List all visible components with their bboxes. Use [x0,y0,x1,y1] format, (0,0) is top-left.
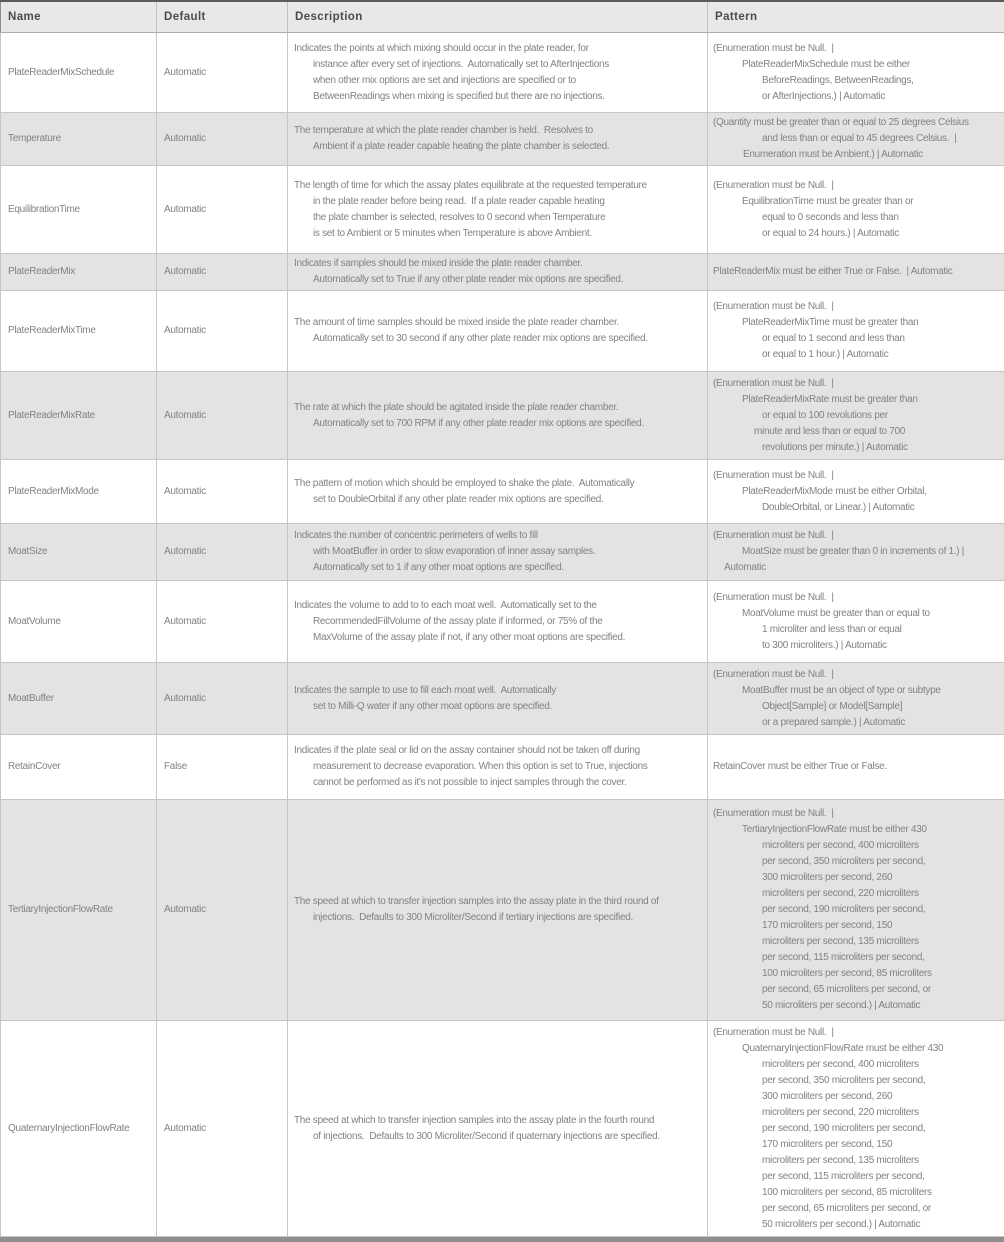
option-description-cell [288,735,708,800]
column-header-pattern: Pattern [708,1,1004,33]
pattern-line: 300 microliters per second, 260 [713,870,1001,886]
pattern-line: and less than or equal to 45 degrees Celsius. | [713,131,1001,147]
table-row [1,460,1004,524]
table-row [1,372,1004,460]
option-name-cell: PlateReaderMixSchedule [1,33,157,113]
pattern-line: per second, 65 microliters per second, or [713,982,1001,998]
pattern-line: microliters per second, 135 microliters [713,934,1001,950]
description-line: cannot be performed as it's not possible to inject samples through the cover. [294,775,704,791]
option-description-cell [288,581,708,663]
option-description-cell [288,254,708,291]
description-line: Automatically set to True if any other plate reader mix options are specified. [294,272,704,288]
description-line: The speed at which to transfer injection samples into the assay plate in the fourth round [294,1113,704,1129]
pattern-line: BeforeReadings, BetweenReadings, [713,73,1001,89]
pattern-line: 1 microliter and less than or equal [713,622,1001,638]
description-line: Ambient if a plate reader capable heating the plate chamber is selected. [294,139,704,155]
description-line: Indicates the points at which mixing should occur in the plate reader, for [294,41,704,57]
pattern-line: revolutions per minute.) | Automatic [713,440,1001,456]
description-line: Automatically set to 1 if any other moat options are specified. [294,560,704,576]
pattern-line: microliters per second, 220 microliters [713,1105,1001,1121]
description-line: of injections. Defaults to 300 Microliter/Second if quaternary injections are specified. [294,1129,704,1145]
option-description-cell [288,372,708,460]
pattern-line: per second, 350 microliters per second, [713,854,1001,870]
pattern-line: or equal to 24 hours.) | Automatic [713,226,1001,242]
option-pattern-cell [708,1021,1004,1237]
option-name-cell: QuaternaryInjectionFlowRate [1,1021,157,1237]
option-default-cell: Automatic [157,291,288,372]
option-default-cell: False [157,735,288,800]
pattern-line: 50 microliters per second.) | Automatic [713,1217,1001,1233]
pattern-line: (Enumeration must be Null. | [713,667,1001,683]
pattern-line: PlateReaderMixTime must be greater than [713,315,1001,331]
option-name-cell: PlateReaderMixMode [1,460,157,524]
description-line: The length of time for which the assay plates equilibrate at the requested temperature [294,178,704,194]
option-description-cell [288,33,708,113]
option-description-cell [288,291,708,372]
option-description-cell [288,166,708,254]
column-header-name: Name [1,1,157,33]
description-line: instance after every set of injections. Automatically set to AfterInjections [294,57,704,73]
description-line: RecommendedFillVolume of the assay plate if informed, or 75% of the [294,614,704,630]
description-line: is set to Ambient or 5 minutes when Temperature is above Ambient. [294,226,704,242]
description-line: The pattern of motion which should be employed to shake the plate. Automatically [294,476,704,492]
pattern-line: or equal to 1 hour.) | Automatic [713,347,1001,363]
description-line: Automatically set to 700 RPM if any other plate reader mix options are specified. [294,416,704,432]
pattern-line: 100 microliters per second, 85 microliters [713,1185,1001,1201]
pattern-line: or equal to 100 revolutions per [713,408,1001,424]
description-line: BetweenReadings when mixing is specified but there are no injections. [294,89,704,105]
pattern-line: per second, 350 microliters per second, [713,1073,1001,1089]
option-name-cell: Temperature [1,113,157,166]
pattern-line: Object[Sample] or Model[Sample] [713,699,1001,715]
table-row [1,166,1004,254]
pattern-line: 170 microliters per second, 150 [713,918,1001,934]
pattern-line: equal to 0 seconds and less than [713,210,1001,226]
option-description-cell [288,663,708,735]
option-pattern-cell [708,800,1004,1021]
pattern-line: EquilibrationTime must be greater than or [713,194,1001,210]
description-line: The amount of time samples should be mixed inside the plate reader chamber. [294,315,704,331]
option-name-cell: PlateReaderMix [1,254,157,291]
option-pattern-cell [708,291,1004,372]
pattern-line: (Quantity must be greater than or equal to 25 degrees Celsius [713,115,1001,131]
option-default-cell: Automatic [157,372,288,460]
option-default-cell: Automatic [157,113,288,166]
option-pattern-cell [708,735,1004,800]
option-name-cell: MoatSize [1,524,157,581]
description-line: Indicates the volume to add to to each moat well. Automatically set to the [294,598,704,614]
pattern-line: or a prepared sample.) | Automatic [713,715,1001,731]
pattern-line: MoatSize must be greater than 0 in increments of 1.) | [713,544,1001,560]
pattern-line: per second, 115 microliters per second, [713,1169,1001,1185]
description-line: The speed at which to transfer injection samples into the assay plate in the third round of [294,894,704,910]
pattern-line: 100 microliters per second, 85 microliters [713,966,1001,982]
pattern-line: (Enumeration must be Null. | [713,41,1001,57]
option-default-cell: Automatic [157,33,288,113]
pattern-line: (Enumeration must be Null. | [713,590,1001,606]
description-line: The temperature at which the plate reader chamber is held. Resolves to [294,123,704,139]
pattern-line: microliters per second, 400 microliters [713,1057,1001,1073]
pattern-line: 170 microliters per second, 150 [713,1137,1001,1153]
column-header-description: Description [288,1,708,33]
pattern-line: MoatVolume must be greater than or equal to [713,606,1001,622]
pattern-line: (Enumeration must be Null. | [713,178,1001,194]
table-row [1,113,1004,166]
option-description-cell [288,1021,708,1237]
description-line: the plate chamber is selected, resolves to 0 second when Temperature [294,210,704,226]
option-default-cell: Automatic [157,663,288,735]
option-pattern-cell [708,113,1004,166]
option-name-cell: PlateReaderMixTime [1,291,157,372]
option-pattern-cell [708,33,1004,113]
table-row [1,254,1004,291]
table-row [1,33,1004,113]
description-line: when other mix options are set and injections are specified or to [294,73,704,89]
header-row [1,1,1004,33]
option-name-cell: RetainCover [1,735,157,800]
option-name-cell: PlateReaderMixRate [1,372,157,460]
option-pattern-cell [708,460,1004,524]
option-default-cell: Automatic [157,166,288,254]
option-default-cell: Automatic [157,581,288,663]
pattern-line: microliters per second, 220 microliters [713,886,1001,902]
pattern-line: minute and less than or equal to 700 [713,424,1001,440]
option-default-cell: Automatic [157,254,288,291]
table-row [1,581,1004,663]
pattern-line: (Enumeration must be Null. | [713,806,1001,822]
pattern-line: Automatic [713,560,1001,576]
pattern-line: Enumeration must be Ambient.) | Automatic [713,147,1001,163]
pattern-line: RetainCover must be either True or False. [713,759,1001,775]
pattern-line: microliters per second, 400 microliters [713,838,1001,854]
table-header [1,1,1004,33]
description-line: set to Milli-Q water if any other moat options are specified. [294,699,704,715]
pattern-line: 300 microliters per second, 260 [713,1089,1001,1105]
option-pattern-cell [708,166,1004,254]
option-pattern-cell [708,254,1004,291]
pattern-line: (Enumeration must be Null. | [713,468,1001,484]
column-header-default: Default [157,1,288,33]
pattern-line: MoatBuffer must be an object of type or subtype [713,683,1001,699]
pattern-line: PlateReaderMixMode must be either Orbital, [713,484,1001,500]
description-line: Indicates the sample to use to fill each moat well. Automatically [294,683,704,699]
table-body [1,33,1004,1237]
option-default-cell: Automatic [157,460,288,524]
description-line: The rate at which the plate should be agitated inside the plate reader chamber. [294,400,704,416]
pattern-line: or equal to 1 second and less than [713,331,1001,347]
pattern-line: DoubleOrbital, or Linear.) | Automatic [713,500,1001,516]
pattern-line: QuaternaryInjectionFlowRate must be either 430 [713,1041,1001,1057]
description-line: Automatically set to 30 second if any other plate reader mix options are specified. [294,331,704,347]
pattern-line: (Enumeration must be Null. | [713,376,1001,392]
table-row [1,735,1004,800]
table-row [1,800,1004,1021]
pattern-line: per second, 115 microliters per second, [713,950,1001,966]
description-line: Indicates if the plate seal or lid on the assay container should not be taken off during [294,743,704,759]
description-line: in the plate reader before being read. If a plate reader capable heating [294,194,704,210]
pattern-line: per second, 190 microliters per second, [713,902,1001,918]
option-pattern-cell [708,524,1004,581]
description-line: Indicates the number of concentric perimeters of wells to fill [294,528,704,544]
description-line: with MoatBuffer in order to slow evaporation of inner assay samples. [294,544,704,560]
pattern-line: PlateReaderMixSchedule must be either [713,57,1001,73]
description-line: injections. Defaults to 300 Microliter/Second if tertiary injections are specified. [294,910,704,926]
option-name-cell: EquilibrationTime [1,166,157,254]
option-pattern-cell [708,372,1004,460]
description-line: MaxVolume of the assay plate if not, if any other moat options are specified. [294,630,704,646]
option-default-cell: Automatic [157,1021,288,1237]
pattern-line: TertiaryInjectionFlowRate must be either 430 [713,822,1001,838]
option-name-cell: MoatBuffer [1,663,157,735]
pattern-line: 50 microliters per second.) | Automatic [713,998,1001,1014]
pattern-line: or AfterInjections.) | Automatic [713,89,1001,105]
option-name-cell: MoatVolume [1,581,157,663]
pattern-line: to 300 microliters.) | Automatic [713,638,1001,654]
pattern-line: (Enumeration must be Null. | [713,528,1001,544]
option-description-cell [288,524,708,581]
pattern-line: microliters per second, 135 microliters [713,1153,1001,1169]
description-line: Indicates if samples should be mixed inside the plate reader chamber. [294,256,704,272]
table-row [1,524,1004,581]
pattern-line: PlateReaderMixRate must be greater than [713,392,1001,408]
pattern-line: per second, 65 microliters per second, or [713,1201,1001,1217]
pattern-line: per second, 190 microliters per second, [713,1121,1001,1137]
option-description-cell [288,800,708,1021]
option-name-cell: TertiaryInjectionFlowRate [1,800,157,1021]
option-default-cell: Automatic [157,524,288,581]
option-pattern-cell [708,581,1004,663]
option-description-cell [288,113,708,166]
option-description-cell [288,460,708,524]
option-pattern-cell [708,663,1004,735]
pattern-line: (Enumeration must be Null. | [713,1025,1001,1041]
description-line: set to DoubleOrbital if any other plate reader mix options are specified. [294,492,704,508]
table-row [1,291,1004,372]
table-row [1,1021,1004,1237]
option-default-cell: Automatic [157,800,288,1021]
pattern-line: PlateReaderMix must be either True or False. | Automatic [713,264,1001,280]
description-line: measurement to decrease evaporation. When this option is set to True, injections [294,759,704,775]
table-row [1,663,1004,735]
pattern-line: (Enumeration must be Null. | [713,299,1001,315]
